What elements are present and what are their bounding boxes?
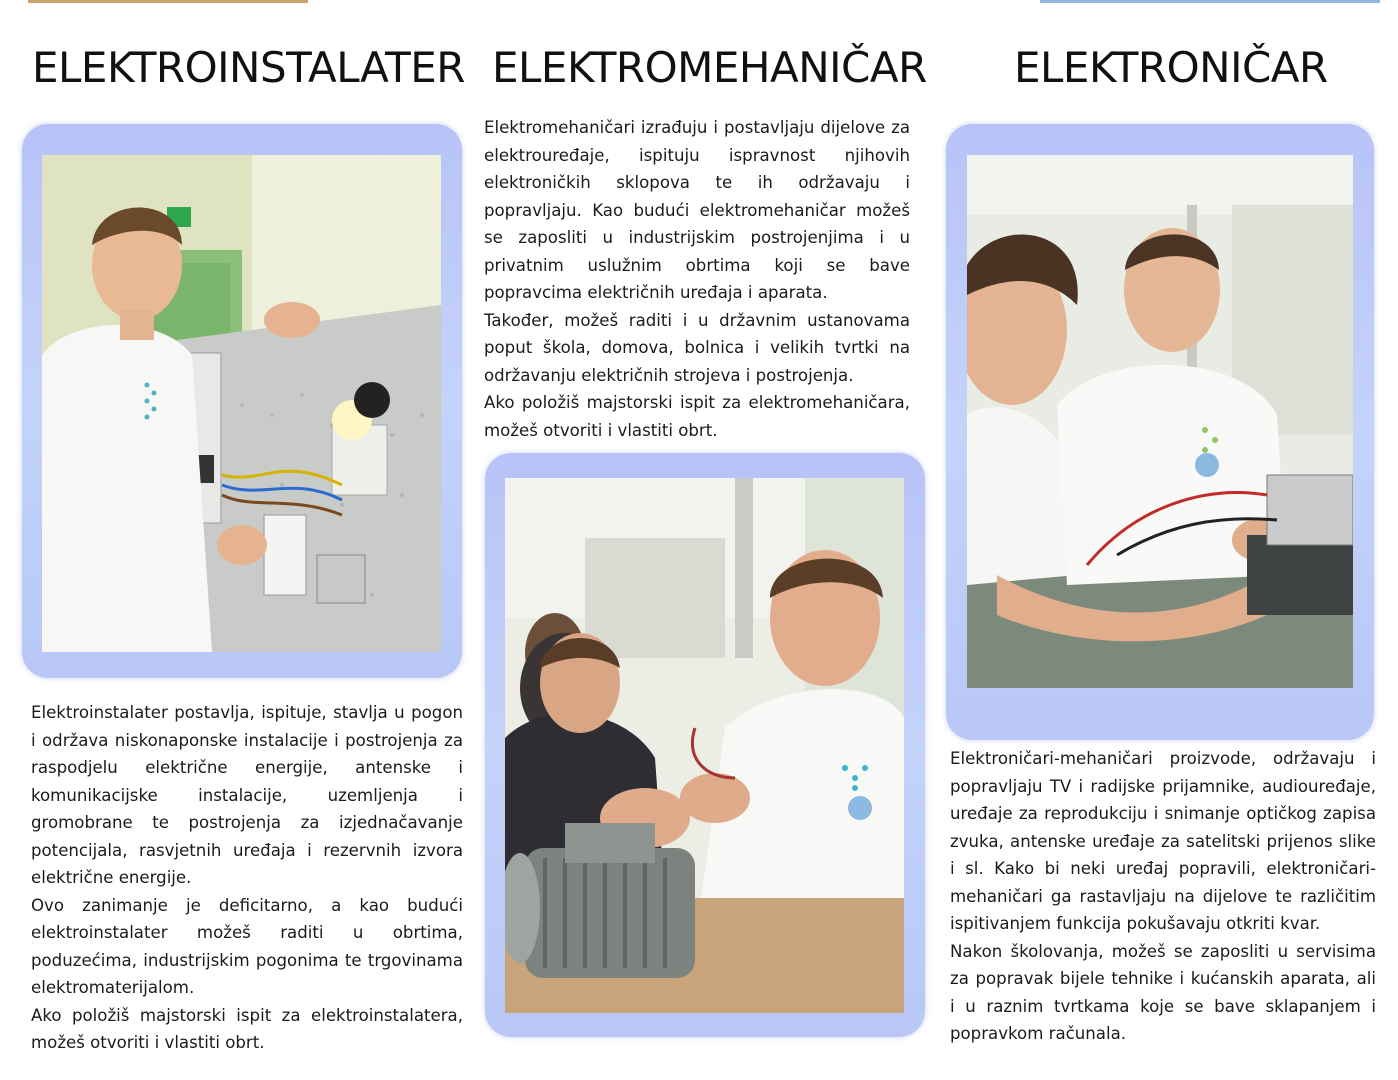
paragraph: Također, možeš raditi i u državnim ustanovama poput škola, domova, bolnica i velikih tvrtki na održavanju električnih strojeva i postrojenja. xyxy=(484,310,910,385)
title-elektromehanicar: ELEKTROMEHANIČAR xyxy=(492,43,927,92)
paragraph: Ako položiš majstorski ispit za elektroinstalatera, možeš otvoriti i vlastiti obrt. xyxy=(31,1005,463,1052)
top-accent-strip-right xyxy=(1040,0,1380,3)
student-with-electric-motor-photo xyxy=(505,478,904,1013)
paragraph: Elektroničari-mehaničari proizvode, održavaju i popravljaju TV i radijske prijamnike, audiouređaje, uređaje za reprodukciju i snimanje optičkog zapisa zvuka, antenske uređaje za satelitski prijenos slike i sl. Kako bi neki uređaj popravili, elektroničari-mehaničari ga rastavljaju na dijelove te različitim ispitivanjem funkcija pokušavaju otkriti kvar. xyxy=(950,749,1376,933)
description-elektroinstalater xyxy=(31,699,463,1057)
students-with-electronics-photo xyxy=(967,155,1353,688)
paragraph: Elektromehaničari izrađuju i postavljaju dijelove za elektrouređaje, ispituju ispravnost njihovih elektroničkih sklopova te ih održavaju i popravljaju. Kao budući elektromehaničar možeš se zaposliti u industrijskim postrojenjima i u privatnim uslužnim obrtima koji se bave popravcima električnih uređaja i aparata. xyxy=(484,118,910,302)
paragraph: Nakon školovanja, možeš se zaposliti u servisima za popravak bijele tehnike i kućanskih aparata, ali i u raznim tvrtkama koje se bave sklapanjem i popravkom računala. xyxy=(950,941,1376,1043)
paragraph: Elektroinstalater postavlja, ispituje, stavlja u pogon i održava niskonaponske instalacije i postrojenja za raspodjelu električne energije, antenske i komunikacijske instalacije, uzemljenja i gromobrane te postrojenja za izjednačavanje potencijala, rasvjetnih uređaja i rezervnih izvora električne energije. xyxy=(31,703,463,887)
description-elektromehanicar xyxy=(484,114,910,444)
paragraph: Ako položiš majstorski ispit za elektromehaničara, možeš otvoriti i vlastiti obrt. xyxy=(484,393,910,440)
description-elektronicar xyxy=(950,745,1376,1048)
title-elektroinstalater: ELEKTROINSTALATER xyxy=(32,43,465,92)
top-accent-strip-left xyxy=(28,0,308,3)
student-with-electrical-panel-photo xyxy=(42,155,441,652)
title-elektronicar: ELEKTRONIČAR xyxy=(1014,43,1328,92)
paragraph: Ovo zanimanje je deficitarno, a kao budući elektroinstalater možeš raditi u obrtima, poduzećima, industrijskim pogonima te trgovinama elektromaterijalom. xyxy=(31,895,463,997)
